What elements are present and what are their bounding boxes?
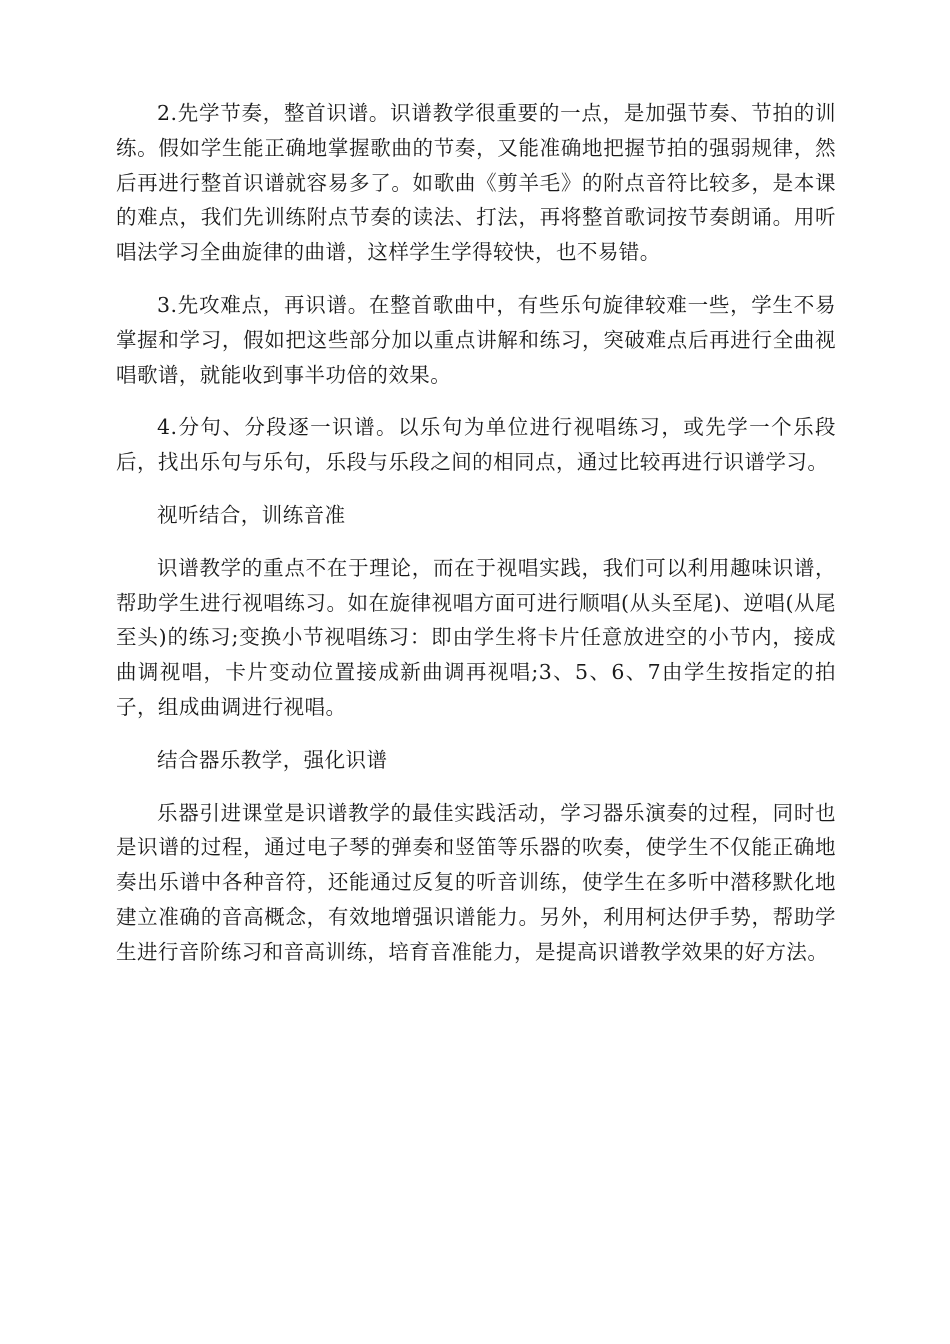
paragraph-instrumental: 乐器引进课堂是识谱教学的最佳实践活动，学习器乐演奏的过程，同时也是识谱的过程，通过电子琴的弹奏和竖笛等乐器的吹奏，使学生不仅能正确地奏出乐谱中各种音符，还能通过反复的听音训练，使学生在多听中潜移默化地建立准确的音高概念，有效地增强识谱能力。另外，利用柯达伊手势，帮助学生进行音阶练习和音高训练，培育音准能力，是提高识谱教学效果的好方法。: [116, 800, 836, 964]
paragraph-step-3: 3.先攻难点，再识谱。在整首歌曲中，有些乐句旋律较难一些，学生不易掌握和学习，假如把这些部分加以重点讲解和练习，突破难点后再进行全曲视唱歌谱，就能收到事半功倍的效果。: [116, 292, 836, 387]
document-body: [116, 96, 836, 988]
section-heading-instrumental: 结合器乐教学，强化识谱: [157, 747, 388, 772]
section-heading-listening: 视听结合，训练音准: [157, 502, 346, 527]
paragraph-listening: 识谱教学的重点不在于理论，而在于视唱实践，我们可以利用趣味识谱，帮助学生进行视唱练习。如在旋律视唱方面可进行顺唱(从头至尾)、逆唱(从尾至头)的练习;变换小节视唱练习：即由学生将卡片任意放进空的小节内，接成曲调视唱，卡片变动位置接成新曲调再视唱;3、5、6、7由学生按指定的拍子，组成曲调进行视唱。: [116, 555, 836, 719]
paragraph-step-2: 2.先学节奏，整首识谱。识谱教学很重要的一点，是加强节奏、节拍的训练。假如学生能正确地掌握歌曲的节奏，又能准确地把握节拍的强弱规律，然后再进行整首识谱就容易多了。如歌曲《剪羊毛》的附点音符比较多，是本课的难点，我们先训练附点节奏的读法、打法，再将整首歌词按节奏朗诵。用听唱法学习全曲旋律的曲谱，这样学生学得较快，也不易错。: [116, 101, 836, 265]
paragraph-step-4: 4.分句、分段逐一识谱。以乐句为单位进行视唱练习，或先学一个乐段后，找出乐句与乐句，乐段与乐段之间的相同点，通过比较再进行识谱学习。: [116, 415, 836, 475]
